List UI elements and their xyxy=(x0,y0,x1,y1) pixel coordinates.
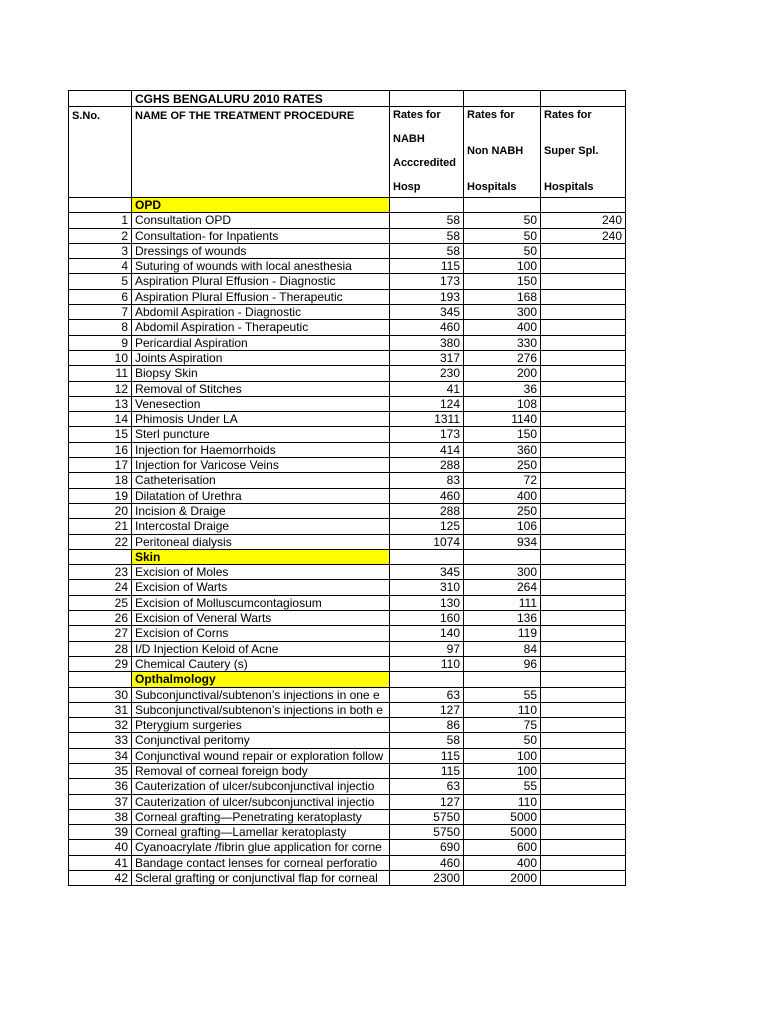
title-row-blank-cell xyxy=(69,91,132,107)
row-super-spl-rate-cell xyxy=(541,733,626,748)
row-procedure-name-cell: Intercostal Draige xyxy=(132,519,390,534)
row-non-nabh-rate-cell: 50 xyxy=(464,228,541,243)
row-super-spl-rate-cell xyxy=(541,763,626,778)
row-super-spl-rate-cell xyxy=(541,809,626,824)
row-procedure-name-cell: Abdomil Aspiration - Therapeutic xyxy=(132,320,390,335)
row-sno-cell: 25 xyxy=(69,595,132,610)
row-super-spl-rate-cell xyxy=(541,335,626,350)
row-super-spl-rate-cell xyxy=(541,702,626,717)
row-super-spl-rate-cell xyxy=(541,687,626,702)
row-procedure-name-cell: I/D Injection Keloid of Acne xyxy=(132,641,390,656)
header-non-nabh-rates: Rates for Non NABH Hospitals xyxy=(464,107,541,198)
table-row xyxy=(69,305,626,320)
row-sno-cell: 17 xyxy=(69,458,132,473)
row-super-spl-rate-cell xyxy=(541,243,626,258)
row-procedure-name-cell: Excision of Veneral Warts xyxy=(132,611,390,626)
row-sno-cell: 26 xyxy=(69,611,132,626)
header-super-spl-rates: Rates for Super Spl. Hospitals xyxy=(541,107,626,198)
row-procedure-name-cell: Excision of Corns xyxy=(132,626,390,641)
row-non-nabh-rate-cell: 100 xyxy=(464,763,541,778)
table-row xyxy=(69,794,626,809)
row-super-spl-rate-cell: 240 xyxy=(541,213,626,228)
row-non-nabh-rate-cell: 276 xyxy=(464,350,541,365)
row-super-spl-rate-cell xyxy=(541,855,626,870)
row-procedure-name-cell: Cauterization of ulcer/subconjunctival injectio xyxy=(132,779,390,794)
row-non-nabh-rate-cell: 5000 xyxy=(464,809,541,824)
row-nabh-rate-cell: 58 xyxy=(390,733,464,748)
row-procedure-name-cell: Dilatation of Urethra xyxy=(132,488,390,503)
row-sno-cell: 3 xyxy=(69,243,132,258)
row-sno-cell: 24 xyxy=(69,580,132,595)
table-row xyxy=(69,825,626,840)
row-super-spl-rate-cell xyxy=(541,779,626,794)
table-row xyxy=(69,519,626,534)
row-procedure-name-cell: Excision of Moles xyxy=(132,565,390,580)
row-super-spl-rate-cell xyxy=(541,473,626,488)
row-nabh-rate-cell: 317 xyxy=(390,350,464,365)
table-row xyxy=(69,779,626,794)
row-sno-cell: 1 xyxy=(69,213,132,228)
row-sno-cell: 33 xyxy=(69,733,132,748)
sheet-title: CGHS BENGALURU 2010 RATES xyxy=(132,91,390,107)
row-non-nabh-rate-cell: 150 xyxy=(464,274,541,289)
table-row xyxy=(69,458,626,473)
row-procedure-name-cell: Consultation- for Inpatients xyxy=(132,228,390,243)
table-row xyxy=(69,381,626,396)
row-super-spl-rate-cell xyxy=(541,396,626,411)
row-procedure-name-cell: Dressings of wounds xyxy=(132,243,390,258)
row-non-nabh-rate-cell: 400 xyxy=(464,320,541,335)
row-procedure-name-cell: Conjunctival wound repair or exploration follow xyxy=(132,748,390,763)
row-sno-cell: 39 xyxy=(69,825,132,840)
section-label: Skin xyxy=(132,549,390,564)
row-super-spl-rate-cell xyxy=(541,840,626,855)
row-procedure-name-cell: Sterl puncture xyxy=(132,427,390,442)
table-row xyxy=(69,718,626,733)
row-non-nabh-rate-cell: 2000 xyxy=(464,871,541,886)
row-non-nabh-rate-cell: 168 xyxy=(464,289,541,304)
table-row xyxy=(69,595,626,610)
row-super-spl-rate-cell: 240 xyxy=(541,228,626,243)
row-sno-cell: 23 xyxy=(69,565,132,580)
row-sno-cell: 27 xyxy=(69,626,132,641)
table-row xyxy=(69,871,626,886)
row-procedure-name-cell: Venesection xyxy=(132,396,390,411)
table-row xyxy=(69,289,626,304)
row-non-nabh-rate-cell: 300 xyxy=(464,305,541,320)
row-non-nabh-rate-cell: 50 xyxy=(464,733,541,748)
table-row xyxy=(69,228,626,243)
row-non-nabh-rate-cell: 250 xyxy=(464,503,541,518)
row-non-nabh-rate-cell: 100 xyxy=(464,259,541,274)
row-procedure-name-cell: Catheterisation xyxy=(132,473,390,488)
row-non-nabh-rate-cell: 600 xyxy=(464,840,541,855)
row-sno-cell: 4 xyxy=(69,259,132,274)
table-row xyxy=(69,840,626,855)
row-sno-cell: 10 xyxy=(69,350,132,365)
table-row xyxy=(69,213,626,228)
row-super-spl-rate-cell xyxy=(541,626,626,641)
row-nabh-rate-cell: 1311 xyxy=(390,412,464,427)
row-super-spl-rate-cell xyxy=(541,366,626,381)
row-sno-cell: 36 xyxy=(69,779,132,794)
row-non-nabh-rate-cell: 50 xyxy=(464,213,541,228)
title-row xyxy=(69,91,626,107)
table-row xyxy=(69,274,626,289)
row-non-nabh-rate-cell: 5000 xyxy=(464,825,541,840)
row-procedure-name-cell: Phimosis Under LA xyxy=(132,412,390,427)
row-non-nabh-rate-cell: 1140 xyxy=(464,412,541,427)
row-nabh-rate-cell: 127 xyxy=(390,702,464,717)
row-procedure-name-cell: Abdomil Aspiration - Diagnostic xyxy=(132,305,390,320)
row-procedure-name-cell: Bandage contact lenses for corneal perforatio xyxy=(132,855,390,870)
table-row xyxy=(69,641,626,656)
row-nabh-rate-cell: 110 xyxy=(390,656,464,671)
row-sno-cell: 12 xyxy=(69,381,132,396)
row-non-nabh-rate-cell: 119 xyxy=(464,626,541,641)
row-procedure-name-cell: Consultation OPD xyxy=(132,213,390,228)
row-nabh-rate-cell: 130 xyxy=(390,595,464,610)
row-sno-cell: 41 xyxy=(69,855,132,870)
row-nabh-rate-cell: 115 xyxy=(390,748,464,763)
table-row xyxy=(69,488,626,503)
row-nabh-rate-cell: 125 xyxy=(390,519,464,534)
row-procedure-name-cell: Excision of Warts xyxy=(132,580,390,595)
row-non-nabh-rate-cell: 200 xyxy=(464,366,541,381)
row-super-spl-rate-cell xyxy=(541,305,626,320)
row-non-nabh-rate-cell: 50 xyxy=(464,243,541,258)
row-procedure-name-cell: Chemical Cautery (s) xyxy=(132,656,390,671)
row-nabh-rate-cell: 690 xyxy=(390,840,464,855)
section-label: OPD xyxy=(132,198,390,213)
row-nabh-rate-cell: 2300 xyxy=(390,871,464,886)
row-nabh-rate-cell: 160 xyxy=(390,611,464,626)
row-procedure-name-cell: Removal of Stitches xyxy=(132,381,390,396)
row-super-spl-rate-cell xyxy=(541,259,626,274)
row-procedure-name-cell: Cyanoacrylate /fibrin glue application for corne xyxy=(132,840,390,855)
row-nabh-rate-cell: 58 xyxy=(390,228,464,243)
section-row xyxy=(69,672,626,687)
table-row xyxy=(69,335,626,350)
row-sno-cell: 8 xyxy=(69,320,132,335)
row-nabh-rate-cell: 58 xyxy=(390,213,464,228)
row-nabh-rate-cell: 193 xyxy=(390,289,464,304)
table-row xyxy=(69,748,626,763)
row-sno-cell: 21 xyxy=(69,519,132,534)
row-super-spl-rate-cell xyxy=(541,412,626,427)
row-non-nabh-rate-cell: 400 xyxy=(464,488,541,503)
table-row xyxy=(69,580,626,595)
row-sno-cell: 34 xyxy=(69,748,132,763)
row-nabh-rate-cell: 460 xyxy=(390,488,464,503)
row-nabh-rate-cell: 460 xyxy=(390,855,464,870)
header-sno: S.No. xyxy=(69,107,132,198)
table-row xyxy=(69,809,626,824)
row-sno-cell: 16 xyxy=(69,442,132,457)
row-sno-cell: 19 xyxy=(69,488,132,503)
row-non-nabh-rate-cell: 110 xyxy=(464,702,541,717)
table-row xyxy=(69,503,626,518)
table-row xyxy=(69,259,626,274)
row-super-spl-rate-cell xyxy=(541,595,626,610)
table-row xyxy=(69,626,626,641)
row-nabh-rate-cell: 83 xyxy=(390,473,464,488)
row-super-spl-rate-cell xyxy=(541,641,626,656)
section-label: Opthalmology xyxy=(132,672,390,687)
row-non-nabh-rate-cell: 111 xyxy=(464,595,541,610)
row-nabh-rate-cell: 127 xyxy=(390,794,464,809)
row-non-nabh-rate-cell: 330 xyxy=(464,335,541,350)
table-row xyxy=(69,350,626,365)
row-sno-cell: 35 xyxy=(69,763,132,778)
rates-table-body xyxy=(69,91,626,886)
row-non-nabh-rate-cell: 150 xyxy=(464,427,541,442)
section-row xyxy=(69,549,626,564)
row-nabh-rate-cell: 288 xyxy=(390,503,464,518)
row-non-nabh-rate-cell: 136 xyxy=(464,611,541,626)
row-sno-cell: 30 xyxy=(69,687,132,702)
table-row xyxy=(69,412,626,427)
row-super-spl-rate-cell xyxy=(541,565,626,580)
row-nabh-rate-cell: 58 xyxy=(390,243,464,258)
row-nabh-rate-cell: 345 xyxy=(390,305,464,320)
row-super-spl-rate-cell xyxy=(541,350,626,365)
row-nabh-rate-cell: 1074 xyxy=(390,534,464,549)
row-non-nabh-rate-cell: 55 xyxy=(464,779,541,794)
row-sno-cell: 14 xyxy=(69,412,132,427)
row-nabh-rate-cell: 140 xyxy=(390,626,464,641)
rates-table xyxy=(68,90,626,886)
table-row xyxy=(69,733,626,748)
table-row xyxy=(69,427,626,442)
row-non-nabh-rate-cell: 84 xyxy=(464,641,541,656)
row-sno-cell: 18 xyxy=(69,473,132,488)
table-row xyxy=(69,656,626,671)
row-nabh-rate-cell: 288 xyxy=(390,458,464,473)
row-super-spl-rate-cell xyxy=(541,458,626,473)
row-super-spl-rate-cell xyxy=(541,381,626,396)
row-non-nabh-rate-cell: 264 xyxy=(464,580,541,595)
row-procedure-name-cell: Conjunctival peritomy xyxy=(132,733,390,748)
row-super-spl-rate-cell xyxy=(541,794,626,809)
row-procedure-name-cell: Excision of Molluscumcontagiosum xyxy=(132,595,390,610)
row-procedure-name-cell: Subconjunctival/subtenon’s injections in both e xyxy=(132,702,390,717)
row-procedure-name-cell: Pericardial Aspiration xyxy=(132,335,390,350)
row-super-spl-rate-cell xyxy=(541,427,626,442)
row-procedure-name-cell: Biopsy Skin xyxy=(132,366,390,381)
row-super-spl-rate-cell xyxy=(541,871,626,886)
row-nabh-rate-cell: 115 xyxy=(390,259,464,274)
row-super-spl-rate-cell xyxy=(541,488,626,503)
row-super-spl-rate-cell xyxy=(541,519,626,534)
row-nabh-rate-cell: 41 xyxy=(390,381,464,396)
row-procedure-name-cell: Injection for Haemorrhoids xyxy=(132,442,390,457)
row-non-nabh-rate-cell: 250 xyxy=(464,458,541,473)
row-sno-cell: 29 xyxy=(69,656,132,671)
row-procedure-name-cell: Pterygium surgeries xyxy=(132,718,390,733)
row-super-spl-rate-cell xyxy=(541,825,626,840)
header-procedure-name: NAME OF THE TREATMENT PROCEDURE xyxy=(132,107,390,198)
row-super-spl-rate-cell xyxy=(541,748,626,763)
row-procedure-name-cell: Peritoneal dialysis xyxy=(132,534,390,549)
row-non-nabh-rate-cell: 300 xyxy=(464,565,541,580)
row-procedure-name-cell: Suturing of wounds with local anesthesia xyxy=(132,259,390,274)
row-sno-cell: 15 xyxy=(69,427,132,442)
table-row xyxy=(69,687,626,702)
row-non-nabh-rate-cell: 360 xyxy=(464,442,541,457)
row-non-nabh-rate-cell: 110 xyxy=(464,794,541,809)
table-row xyxy=(69,611,626,626)
row-super-spl-rate-cell xyxy=(541,503,626,518)
table-row xyxy=(69,702,626,717)
row-nabh-rate-cell: 63 xyxy=(390,779,464,794)
row-super-spl-rate-cell xyxy=(541,289,626,304)
row-sno-cell: 5 xyxy=(69,274,132,289)
row-sno-cell: 13 xyxy=(69,396,132,411)
row-sno-cell: 7 xyxy=(69,305,132,320)
table-row xyxy=(69,534,626,549)
row-sno-cell: 6 xyxy=(69,289,132,304)
row-sno-cell: 22 xyxy=(69,534,132,549)
row-non-nabh-rate-cell: 55 xyxy=(464,687,541,702)
row-sno-cell: 28 xyxy=(69,641,132,656)
row-non-nabh-rate-cell: 75 xyxy=(464,718,541,733)
row-nabh-rate-cell: 460 xyxy=(390,320,464,335)
row-procedure-name-cell: Joints Aspiration xyxy=(132,350,390,365)
row-nabh-rate-cell: 5750 xyxy=(390,809,464,824)
table-row xyxy=(69,243,626,258)
row-nabh-rate-cell: 173 xyxy=(390,274,464,289)
row-procedure-name-cell: Subconjunctival/subtenon’s injections in one e xyxy=(132,687,390,702)
row-non-nabh-rate-cell: 934 xyxy=(464,534,541,549)
row-procedure-name-cell: Corneal grafting—Lamellar keratoplasty xyxy=(132,825,390,840)
row-sno-cell: 31 xyxy=(69,702,132,717)
row-super-spl-rate-cell xyxy=(541,442,626,457)
row-nabh-rate-cell: 173 xyxy=(390,427,464,442)
row-sno-cell: 2 xyxy=(69,228,132,243)
row-non-nabh-rate-cell: 96 xyxy=(464,656,541,671)
row-sno-cell: 37 xyxy=(69,794,132,809)
row-sno-cell: 38 xyxy=(69,809,132,824)
table-row xyxy=(69,855,626,870)
row-nabh-rate-cell: 414 xyxy=(390,442,464,457)
table-row xyxy=(69,320,626,335)
header-row xyxy=(69,107,626,198)
row-procedure-name-cell: Removal of corneal foreign body xyxy=(132,763,390,778)
row-super-spl-rate-cell xyxy=(541,656,626,671)
row-nabh-rate-cell: 86 xyxy=(390,718,464,733)
row-procedure-name-cell: Incision & Draige xyxy=(132,503,390,518)
row-procedure-name-cell: Scleral grafting or conjunctival flap for corneal xyxy=(132,871,390,886)
row-nabh-rate-cell: 310 xyxy=(390,580,464,595)
table-row xyxy=(69,396,626,411)
table-row xyxy=(69,763,626,778)
row-sno-cell: 20 xyxy=(69,503,132,518)
row-nabh-rate-cell: 5750 xyxy=(390,825,464,840)
row-non-nabh-rate-cell: 400 xyxy=(464,855,541,870)
row-nabh-rate-cell: 230 xyxy=(390,366,464,381)
row-procedure-name-cell: Cauterization of ulcer/subconjunctival injectio xyxy=(132,794,390,809)
row-non-nabh-rate-cell: 72 xyxy=(464,473,541,488)
row-non-nabh-rate-cell: 36 xyxy=(464,381,541,396)
row-non-nabh-rate-cell: 108 xyxy=(464,396,541,411)
rates-spreadsheet xyxy=(68,90,625,886)
table-row xyxy=(69,473,626,488)
row-non-nabh-rate-cell: 100 xyxy=(464,748,541,763)
row-nabh-rate-cell: 124 xyxy=(390,396,464,411)
row-super-spl-rate-cell xyxy=(541,580,626,595)
row-super-spl-rate-cell xyxy=(541,718,626,733)
header-nabh-rates: Rates for NABH Acccredited Hosp xyxy=(390,107,464,198)
row-procedure-name-cell: Corneal grafting—Penetrating keratoplasty xyxy=(132,809,390,824)
row-super-spl-rate-cell xyxy=(541,611,626,626)
row-super-spl-rate-cell xyxy=(541,274,626,289)
row-sno-cell: 42 xyxy=(69,871,132,886)
row-sno-cell: 32 xyxy=(69,718,132,733)
section-row xyxy=(69,198,626,213)
table-row xyxy=(69,565,626,580)
row-nabh-rate-cell: 115 xyxy=(390,763,464,778)
row-nabh-rate-cell: 63 xyxy=(390,687,464,702)
row-nabh-rate-cell: 345 xyxy=(390,565,464,580)
row-nabh-rate-cell: 380 xyxy=(390,335,464,350)
row-procedure-name-cell: Aspiration Plural Effusion - Therapeutic xyxy=(132,289,390,304)
table-row xyxy=(69,366,626,381)
row-procedure-name-cell: Injection for Varicose Veins xyxy=(132,458,390,473)
row-sno-cell: 9 xyxy=(69,335,132,350)
row-nabh-rate-cell: 97 xyxy=(390,641,464,656)
row-sno-cell: 11 xyxy=(69,366,132,381)
row-non-nabh-rate-cell: 106 xyxy=(464,519,541,534)
row-sno-cell: 40 xyxy=(69,840,132,855)
row-procedure-name-cell: Aspiration Plural Effusion - Diagnostic xyxy=(132,274,390,289)
table-row xyxy=(69,442,626,457)
row-super-spl-rate-cell xyxy=(541,534,626,549)
row-super-spl-rate-cell xyxy=(541,320,626,335)
